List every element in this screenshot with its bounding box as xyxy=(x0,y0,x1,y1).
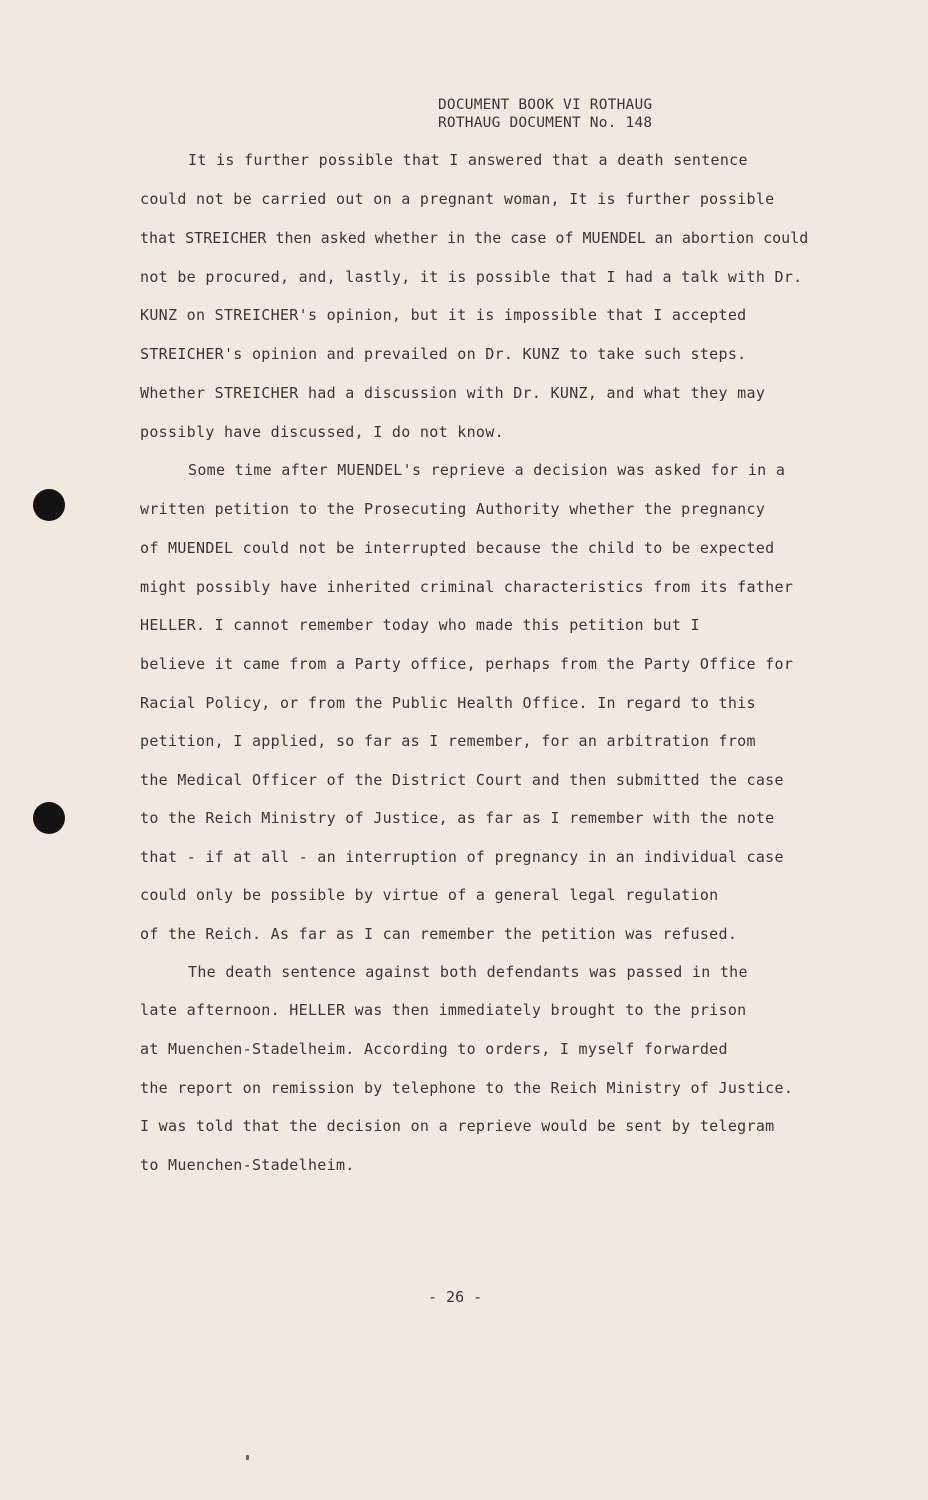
body-line: written petition to the Prosecuting Authority whether the pregnancy xyxy=(140,500,766,518)
paper-speck xyxy=(246,1455,249,1460)
body-line: to Muenchen-Stadelheim. xyxy=(140,1156,355,1174)
body-line: could not be carried out on a pregnant woman, It is further possible xyxy=(140,190,775,208)
body-line: Some time after MUENDEL's reprieve a decision was asked for in a xyxy=(188,461,786,479)
body-line: Racial Policy, or from the Public Health Office. In regard to this xyxy=(140,694,756,712)
body-line: KUNZ on STREICHER's opinion, but it is impossible that I accepted xyxy=(140,306,747,324)
body-line: the Medical Officer of the District Court and then submitted the case xyxy=(140,771,784,789)
body-line: could only be possible by virtue of a general legal regulation xyxy=(140,886,719,904)
body-line: of MUENDEL could not be interrupted because the child to be expected xyxy=(140,539,775,557)
body-line: It is further possible that I answered that a death sentence xyxy=(188,151,748,169)
body-line: to the Reich Ministry of Justice, as far as I remember with the note xyxy=(140,809,775,827)
body-line: HELLER. I cannot remember today who made this petition but I xyxy=(140,616,700,634)
body-line: late afternoon. HELLER was then immediately brought to the prison xyxy=(140,1001,747,1019)
body-line: not be procured, and, lastly, it is possible that I had a talk with Dr. xyxy=(140,268,803,286)
body-line: petition, I applied, so far as I remember, for an arbitration from xyxy=(140,732,756,750)
body-line: that STREICHER then asked whether in the case of MUENDEL an abortion could xyxy=(140,229,809,247)
body-line: The death sentence against both defendants was passed in the xyxy=(188,963,748,981)
body-line: at Muenchen-Stadelheim. According to orders, I myself forwarded xyxy=(140,1040,728,1058)
body-line: Whether STREICHER had a discussion with Dr. KUNZ, and what they may xyxy=(140,384,766,402)
document-header xyxy=(438,96,652,132)
body-line: I was told that the decision on a reprieve would be sent by telegram xyxy=(140,1117,775,1135)
body-line: STREICHER's opinion and prevailed on Dr. KUNZ to take such steps. xyxy=(140,345,747,363)
header-line-1: DOCUMENT BOOK VI ROTHAUG xyxy=(438,97,653,113)
header-line-2: ROTHAUG DOCUMENT No. 148 xyxy=(438,115,653,131)
body-line: of the Reich. As far as I can remember the petition was refused. xyxy=(140,925,738,943)
body-line: possibly have discussed, I do not know. xyxy=(140,423,504,441)
page-number: - 26 - xyxy=(428,1288,483,1306)
body-line: might possibly have inherited criminal characteristics from its father xyxy=(140,578,794,596)
punch-hole-bottom xyxy=(33,802,65,834)
body-line: that - if at all - an interruption of pregnancy in an individual case xyxy=(140,848,784,866)
body-line: the report on remission by telephone to the Reich Ministry of Justice. xyxy=(140,1079,794,1097)
body-line: believe it came from a Party office, perhaps from the Party Office for xyxy=(140,655,794,673)
punch-hole-top xyxy=(33,489,65,521)
